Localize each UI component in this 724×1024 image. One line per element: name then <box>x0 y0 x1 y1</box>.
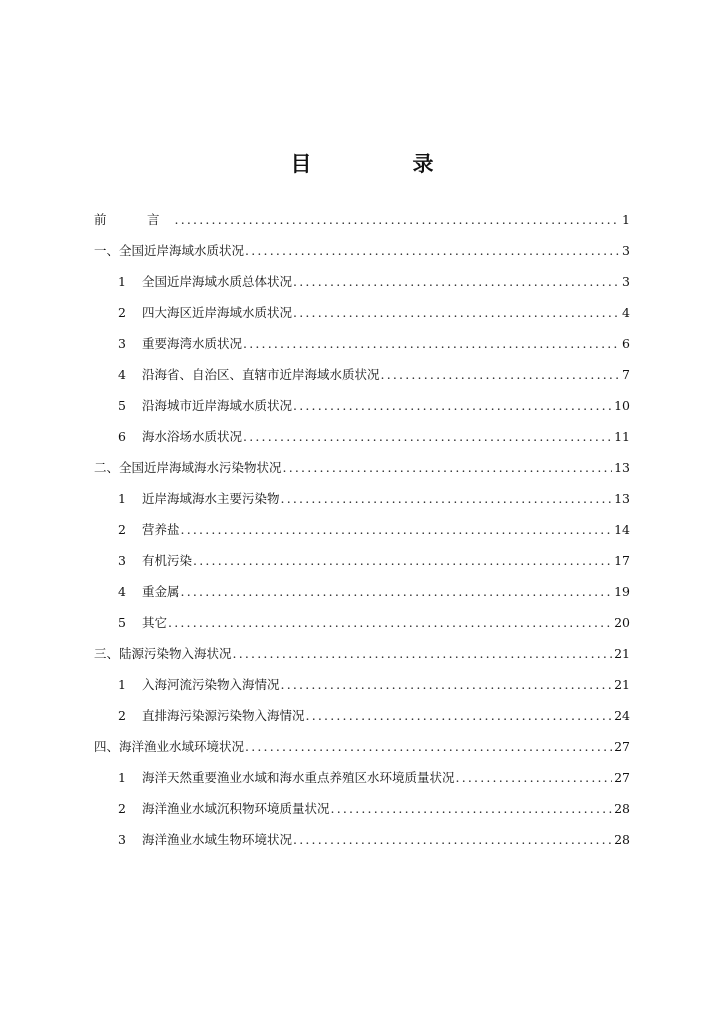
toc-entry-number: 2 <box>118 305 126 320</box>
toc-page-number: 28 <box>614 832 630 847</box>
toc-entry-label: 近岸海域海水主要污染物 <box>142 491 280 506</box>
toc-entry-number: 1 <box>118 491 126 506</box>
toc-subsection-entry[interactable] <box>94 489 630 520</box>
toc-entry-label: 海水浴场水质状况 <box>142 429 243 444</box>
toc-dot-leader <box>181 520 613 540</box>
toc-entry-number: 3 <box>118 832 126 847</box>
toc-entry-number: 1 <box>118 677 126 692</box>
toc-dot-leader <box>245 241 620 261</box>
toc-page-number: 7 <box>622 367 630 382</box>
toc-entry-label: 其它 <box>142 615 168 630</box>
toc-dot-leader <box>306 706 613 726</box>
toc-entry-number: 3 <box>118 336 126 351</box>
toc-subsection-entry[interactable] <box>94 551 630 582</box>
toc-subsection-entry[interactable] <box>94 830 630 861</box>
toc-section-entry[interactable] <box>94 644 630 675</box>
toc-page-number: 24 <box>614 708 630 723</box>
toc-subsection-entry[interactable] <box>94 799 630 830</box>
toc-entry-label: 前 言 <box>94 212 174 227</box>
toc-subsection-entry[interactable] <box>94 303 630 334</box>
toc-entry-number: 5 <box>118 398 126 413</box>
toc-dot-leader <box>293 272 620 292</box>
toc-entry-number: 2 <box>118 522 126 537</box>
toc-entry-label: 海洋渔业水域沉积物环境质量状况 <box>142 801 330 816</box>
toc-page-number: 27 <box>614 770 630 785</box>
toc-page-number: 13 <box>614 460 630 475</box>
toc-page-number: 27 <box>614 739 630 754</box>
toc-entry-label: 营养盐 <box>142 522 180 537</box>
toc-section-entry[interactable] <box>94 737 630 768</box>
toc-dot-leader <box>293 303 620 323</box>
toc-dot-leader <box>293 830 612 850</box>
toc-page-number: 17 <box>614 553 630 568</box>
toc-dot-leader <box>243 427 612 447</box>
toc-subsection-entry[interactable] <box>94 396 630 427</box>
toc-entry-number: 6 <box>118 429 126 444</box>
toc-entry-label: 一、全国近岸海域水质状况 <box>94 243 245 258</box>
toc-entry-number: 4 <box>118 367 126 382</box>
toc-entry-number: 3 <box>118 553 126 568</box>
toc-page-number: 20 <box>614 615 630 630</box>
toc-page-number: 6 <box>622 336 630 351</box>
toc-dot-leader <box>283 458 613 478</box>
toc-page-number: 19 <box>614 584 630 599</box>
toc-entry-label: 海洋渔业水域生物环境状况 <box>142 832 293 847</box>
toc-entry-number: 1 <box>118 770 126 785</box>
toc-page-number: 11 <box>614 429 630 444</box>
toc-dot-leader <box>456 768 613 788</box>
toc-entry-number: 5 <box>118 615 126 630</box>
toc-subsection-entry[interactable] <box>94 520 630 551</box>
toc-entry-label: 沿海城市近岸海域水质状况 <box>142 398 293 413</box>
toc-entry-label: 有机污染 <box>142 553 193 568</box>
toc-subsection-entry[interactable] <box>94 334 630 365</box>
toc-page-number: 28 <box>614 801 630 816</box>
toc-page-number: 3 <box>622 243 630 258</box>
toc-entry-label: 海洋天然重要渔业水域和海水重点养殖区水环境质量状况 <box>142 770 455 785</box>
toc-section-entry[interactable] <box>94 210 630 241</box>
toc-entry-number: 4 <box>118 584 126 599</box>
toc-dot-leader <box>193 551 612 571</box>
toc-dot-leader <box>168 613 612 633</box>
toc-page-number: 13 <box>614 491 630 506</box>
toc-page-number: 1 <box>622 212 630 227</box>
toc-entry-label: 全国近岸海域水质总体状况 <box>142 274 293 289</box>
toc-subsection-entry[interactable] <box>94 272 630 303</box>
toc-page-number: 3 <box>622 274 630 289</box>
toc-entry-number: 2 <box>118 801 126 816</box>
toc-page-number: 21 <box>614 677 630 692</box>
toc-page-number: 10 <box>614 398 630 413</box>
toc-subsection-entry[interactable] <box>94 582 630 613</box>
toc-title: 目 录 <box>290 152 474 176</box>
toc-subsection-entry[interactable] <box>94 613 630 644</box>
toc-entry-label: 三、陆源污染物入海状况 <box>94 646 232 661</box>
toc-entry-label: 二、全国近岸海域海水污染物状况 <box>94 460 282 475</box>
toc-dot-leader <box>293 396 612 416</box>
toc-dot-leader <box>381 365 621 385</box>
toc-section-entry[interactable] <box>94 458 630 489</box>
toc-subsection-entry[interactable] <box>94 365 630 396</box>
toc-dot-leader <box>281 489 613 509</box>
toc-page-number: 4 <box>622 305 630 320</box>
toc-entry-label: 重金属 <box>142 584 180 599</box>
toc-dot-leader <box>281 675 613 695</box>
toc-entry-number: 1 <box>118 274 126 289</box>
toc-dot-leader <box>245 737 612 757</box>
toc-dot-leader <box>175 210 621 230</box>
toc-subsection-entry[interactable] <box>94 675 630 706</box>
toc-entry-label: 重要海湾水质状况 <box>142 336 243 351</box>
toc-dot-leader <box>181 582 613 602</box>
toc-entry-number: 2 <box>118 708 126 723</box>
toc-subsection-entry[interactable] <box>94 706 630 737</box>
toc-dot-leader <box>233 644 613 664</box>
toc-subsection-entry[interactable] <box>94 768 630 799</box>
table-of-contents <box>94 210 630 861</box>
toc-entry-label: 沿海省、自治区、直辖市近岸海域水质状况 <box>142 367 380 382</box>
toc-page-number: 14 <box>614 522 630 537</box>
toc-dot-leader <box>331 799 613 819</box>
toc-entry-label: 四大海区近岸海域水质状况 <box>142 305 293 320</box>
toc-section-entry[interactable] <box>94 241 630 272</box>
toc-dot-leader <box>243 334 620 354</box>
toc-subsection-entry[interactable] <box>94 427 630 458</box>
toc-page-number: 21 <box>614 646 630 661</box>
toc-entry-label: 四、海洋渔业水域环境状况 <box>94 739 245 754</box>
toc-entry-label: 入海河流污染物入海情况 <box>142 677 280 692</box>
toc-entry-label: 直排海污染源污染物入海情况 <box>142 708 305 723</box>
